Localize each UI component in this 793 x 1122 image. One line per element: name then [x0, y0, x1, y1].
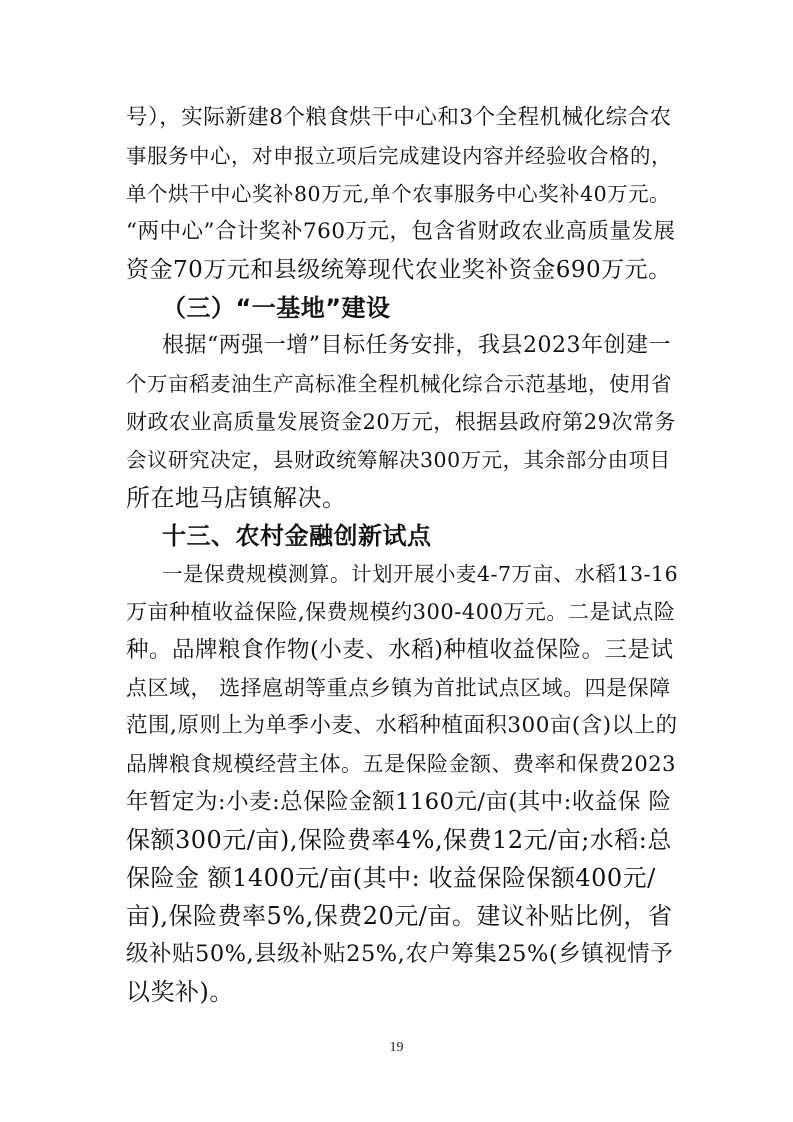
paragraph-2-line-3: 财政农业高质量发展资金20万元，根据县政府第29次常务 [126, 410, 676, 434]
paragraph-1-line-3: 单个烘干中心奖补80万元,单个农事服务中心奖补40万元。 [126, 182, 671, 206]
paragraph-3-line-2: 万亩种植收益保险,保费规模约300-400万元。二是试点险 [126, 600, 676, 624]
paragraph-3-line-3: 种。品牌粮食作物(小麦、水稻)种植收益保险。三是试 [126, 637, 674, 663]
paragraph-3-line-6: 品牌粮食规模经营主体。五是保险金额、费率和保费2023 [126, 752, 676, 776]
paragraph-2-line-5: 所在地马店镇解决。 [126, 484, 347, 512]
section-heading-3: （三）“一基地”建设 [162, 294, 391, 322]
paragraph-1-line-2: 事服务中心，对申报立项后完成建设内容并经验收合格的， [126, 144, 672, 168]
paragraph-1-line-5: 资金70万元和县级统筹现代农业奖补资金690万元。 [126, 257, 672, 283]
paragraph-3-line-4: 点区域， 选择扈胡等重点乡镇为首批试点区域。四是保障 [126, 676, 671, 700]
paragraph-2-line-2: 个万亩稻麦油生产高标准全程机械化综合示范基地，使用省 [126, 372, 672, 396]
paragraph-3-line-5: 范围,原则上为单季小麦、水稻种植面积300亩(含)以上的 [126, 713, 678, 738]
paragraph-2-line-4: 会议研究决定，县财政统筹解决300万元，其余部分由项目 [126, 448, 671, 472]
paragraph-2-line-1: 根据“两强一增”目标任务安排，我县2023年创建一 [162, 333, 671, 358]
paragraph-1-line-4: “两中心”合计奖补760万元，包含省财政农业高质量发展 [126, 219, 676, 244]
paragraph-3-line-7: 年暂定为:小麦:总保险金额1160元/亩(其中:收益保 险 [126, 789, 672, 815]
paragraph-3-line-12: 以奖补)。 [126, 978, 234, 1006]
page-number: 19 [389, 1040, 404, 1055]
paragraph-3-line-10: 亩),保险费率5%,保费20元/亩。建议补贴比例，省 [126, 902, 673, 930]
paragraph-3-line-8: 保额300元/亩),保险费率4%,保费12元/亩;水稻:总 [126, 826, 672, 854]
paragraph-1-line-1: 号），实际新建8个粮食烘干中心和3个全程机械化综合农 [126, 105, 672, 130]
paragraph-3-line-11: 级补贴50%,县级补贴25%,农户筹集25%(乡镇视情予 [126, 941, 674, 967]
section-heading-13: 十三、农村金融创新试点 [162, 522, 432, 550]
paragraph-3-line-1: 一是保费规模测算。计划开展小麦4-7万亩、水稻13-16 [162, 562, 679, 586]
paragraph-3-line-9: 保险金 额1400元/亩(其中: 收益保险保额400元/ [126, 864, 656, 892]
